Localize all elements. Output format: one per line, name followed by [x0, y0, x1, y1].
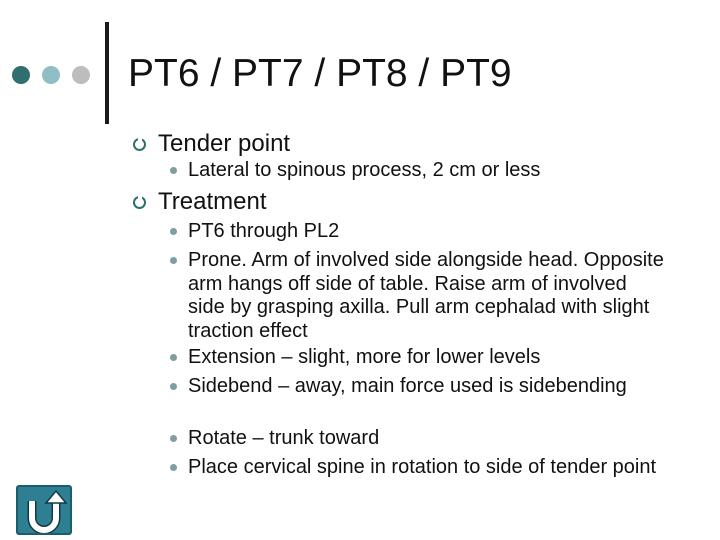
section-bullet-icon: [133, 138, 146, 151]
item-bullet-icon: [170, 228, 177, 235]
section-bullet-icon: [133, 196, 146, 209]
section-heading-treatment: Treatment: [158, 188, 267, 215]
item-bullet-icon: [170, 257, 177, 264]
dot-dark: [12, 66, 30, 84]
list-item: Rotate – trunk toward: [188, 427, 380, 449]
list-item: Lateral to spinous process, 2 cm or less: [188, 159, 541, 181]
list-item: Prone. Arm of involved side alongside head. Opposite arm hangs off side of table. Raise arm of involved side by grasping axilla. Pull arm cephalad with slight traction effect: [188, 249, 664, 342]
item-bullet-icon: [170, 167, 177, 174]
u-turn-arrow-icon: [18, 487, 70, 533]
decorative-dots: [12, 66, 102, 84]
list-item: Sidebend – away, main force used is sidebending: [188, 375, 627, 397]
list-item: Extension – slight, more for lower levels: [188, 346, 541, 368]
title-divider-bar: [105, 22, 109, 124]
section-heading-tender-point: Tender point: [158, 130, 291, 157]
item-bullet-icon: [170, 354, 177, 361]
item-bullet-icon: [170, 464, 177, 471]
back-button[interactable]: [16, 485, 72, 535]
item-bullet-icon: [170, 383, 177, 390]
dot-light: [72, 66, 90, 84]
item-bullet-icon: [170, 435, 177, 442]
dot-mid: [42, 66, 60, 84]
slide-title: PT6 / PT7 / PT8 / PT9: [128, 52, 512, 95]
list-item: PT6 through PL2: [188, 220, 340, 242]
list-item: Place cervical spine in rotation to side of tender point: [188, 456, 657, 478]
